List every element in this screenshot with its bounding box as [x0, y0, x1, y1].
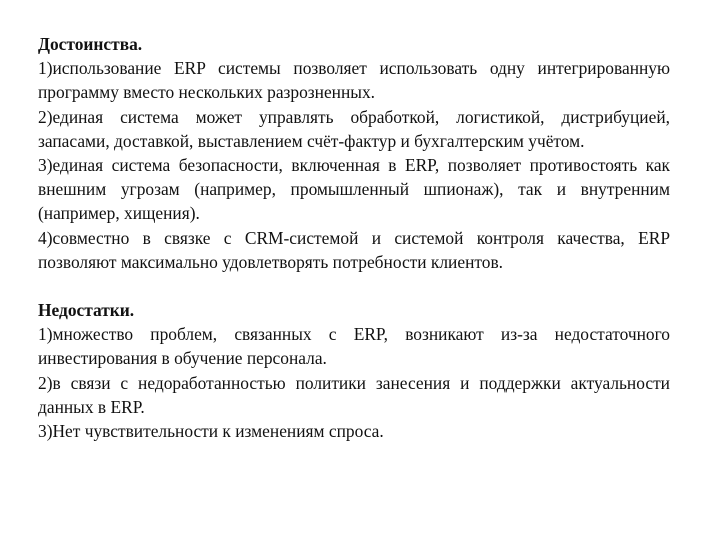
- advantage-item: 2)единая система может управлять обработкой, логистикой, дистрибуцией, запасами, доставкой, выставлением счёт-фактур и бухгалтерским учётом.: [38, 106, 670, 151]
- disadvantage-item: 1)множество проблем, связанных с ERP, возникают из-за недостаточного инвестирования в обучение персонала.: [38, 324, 670, 369]
- advantage-item: 1)использование ERP системы позволяет использовать одну интегрированную программу вместо нескольких разрозненных.: [38, 58, 670, 103]
- document-page: [38, 32, 670, 443]
- disadvantage-item: 2)в связи с недоработанностью политики занесения и поддержки актуальности данных в ERP.: [38, 372, 670, 417]
- advantages-section: [38, 32, 670, 274]
- disadvantages-section: [38, 298, 670, 443]
- disadvantages-heading: Недостатки.: [38, 300, 135, 321]
- advantages-heading: Достоинства.: [38, 34, 143, 54]
- section-spacer: [38, 274, 670, 298]
- disadvantage-item: 3)Нет чувствительности к изменениям спроса.: [38, 421, 384, 442]
- advantage-item: 3)единая система безопасности, включенная в ERP, позволяет противостоять как внешним угрозам (например, промышленный шпионаж), так и внутренним (например, хищения).: [38, 155, 670, 224]
- advantage-item: 4)совместно в связке с CRM-системой и системой контроля качества, ERP позволяют максимально удовлетворять потребности клиентов.: [38, 227, 670, 272]
